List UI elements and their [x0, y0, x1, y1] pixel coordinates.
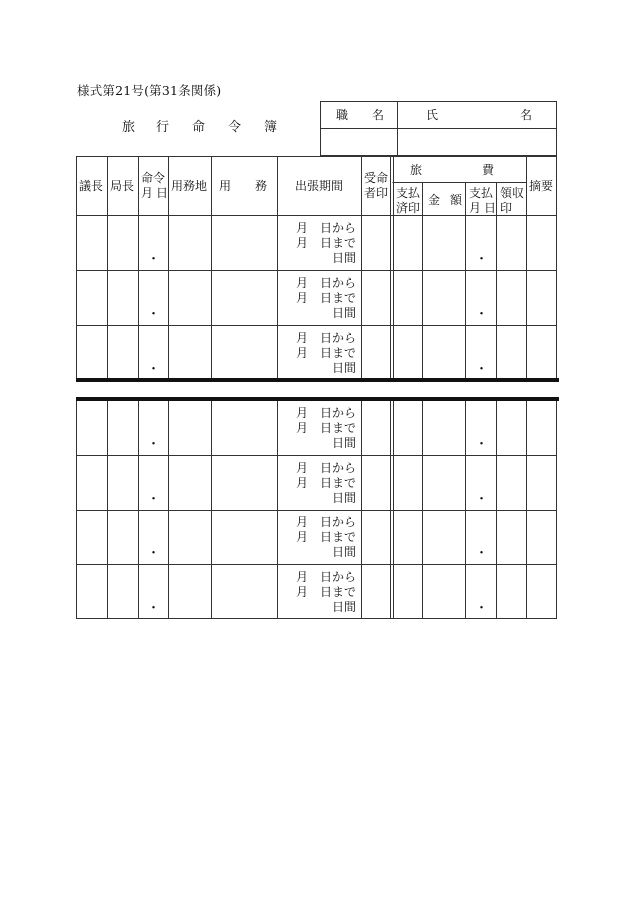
- payment-date-dot: ・: [475, 362, 489, 377]
- period-days-label: 日間: [332, 251, 357, 265]
- period-until-label: 日まで: [320, 346, 357, 360]
- period-days-label: 日間: [332, 600, 357, 614]
- period-from-label: 日から: [320, 221, 357, 235]
- period-from-label: 日から: [320, 570, 357, 584]
- period-until-label: 日まで: [320, 291, 357, 305]
- period-month-from: 月: [296, 515, 309, 529]
- period-month-from: 月: [296, 570, 309, 584]
- order-date-dot: ・: [147, 437, 161, 452]
- col-recipient-seal-l2: 者印: [364, 186, 389, 200]
- period-from-label: 日から: [320, 515, 357, 529]
- lower-table: [77, 401, 557, 619]
- col-recipient-seal-l1: 受命: [364, 171, 389, 185]
- period-month-from: 月: [296, 221, 309, 235]
- period-month-from: 月: [296, 276, 309, 290]
- name-label-char-2: 名: [520, 108, 533, 122]
- payment-date-dot: ・: [475, 252, 489, 267]
- col-business-char-1: 用: [219, 179, 232, 193]
- period-days-label: 日間: [332, 361, 357, 375]
- order-date-dot: ・: [147, 307, 161, 322]
- col-paid-seal-l1: 支払: [396, 186, 421, 200]
- period-from-label: 日から: [320, 276, 357, 290]
- period-month-until: 月: [296, 291, 309, 305]
- title-char-4: 令: [228, 120, 242, 135]
- title-char-2: 行: [156, 120, 170, 135]
- period-until-label: 日まで: [320, 585, 357, 599]
- period-month-from: 月: [296, 406, 309, 420]
- period-days-label: 日間: [332, 491, 357, 505]
- period-month-until: 月: [296, 585, 309, 599]
- period-month-until: 月: [296, 476, 309, 490]
- col-chairman: 議長: [79, 179, 104, 193]
- payment-date-dot: ・: [475, 601, 489, 616]
- break-bar-lower: [76, 397, 559, 401]
- form-number: 様式第21号(第31条関係): [77, 83, 222, 98]
- position-label-char-1: 職: [336, 108, 349, 122]
- col-order-date-l1: 命令: [141, 171, 166, 185]
- period-days-label: 日間: [332, 306, 357, 320]
- break-bar-upper: [76, 378, 559, 382]
- order-date-dot: ・: [147, 492, 161, 507]
- col-receipt-seal-l2: 印: [500, 201, 513, 215]
- order-date-dot: ・: [147, 252, 161, 267]
- period-until-label: 日まで: [320, 236, 357, 250]
- period-month-until: 月: [296, 236, 309, 250]
- col-payment-date-l1: 支払: [469, 186, 494, 200]
- period-month-until: 月: [296, 346, 309, 360]
- payment-date-dot: ・: [475, 307, 489, 322]
- col-receipt-seal-l1: 領収: [500, 186, 525, 200]
- period-from-label: 日から: [320, 331, 357, 345]
- col-paid-seal-l2: 済印: [396, 201, 421, 215]
- period-until-label: 日まで: [320, 530, 357, 544]
- title-char-5: 簿: [264, 120, 278, 135]
- col-amount-char-2: 額: [450, 193, 463, 207]
- col-destination: 用務地: [171, 179, 208, 193]
- name-label-char-1: 氏: [426, 108, 439, 122]
- payment-date-dot: ・: [475, 437, 489, 452]
- col-payment-date-l2: 月日: [469, 201, 500, 215]
- period-month-until: 月: [296, 530, 309, 544]
- payment-date-dot: ・: [475, 546, 489, 561]
- period-until-label: 日まで: [320, 476, 357, 490]
- title-char-1: 旅: [122, 120, 136, 135]
- order-date-dot: ・: [147, 601, 161, 616]
- order-date-dot: ・: [147, 362, 161, 377]
- col-order-date-l2: 月日: [141, 186, 172, 200]
- title-char-3: 命: [192, 120, 206, 135]
- period-days-label: 日間: [332, 436, 357, 450]
- col-amount-char-1: 金: [428, 193, 441, 207]
- period-month-from: 月: [296, 461, 309, 475]
- period-from-label: 日から: [320, 461, 357, 475]
- col-travel-expense-char-1: 旅: [410, 163, 423, 177]
- col-trip-period: 出張期間: [295, 179, 344, 193]
- period-until-label: 日まで: [320, 421, 357, 435]
- col-director: 局長: [110, 179, 135, 193]
- period-month-from: 月: [296, 331, 309, 345]
- period-from-label: 日から: [320, 406, 357, 420]
- col-remarks: 摘要: [529, 179, 554, 193]
- period-days-label: 日間: [332, 545, 357, 559]
- col-business-char-2: 務: [255, 179, 268, 193]
- order-date-dot: ・: [147, 546, 161, 561]
- position-label-char-2: 名: [372, 108, 385, 122]
- period-month-until: 月: [296, 421, 309, 435]
- col-travel-expense-char-2: 費: [482, 163, 495, 177]
- payment-date-dot: ・: [475, 492, 489, 507]
